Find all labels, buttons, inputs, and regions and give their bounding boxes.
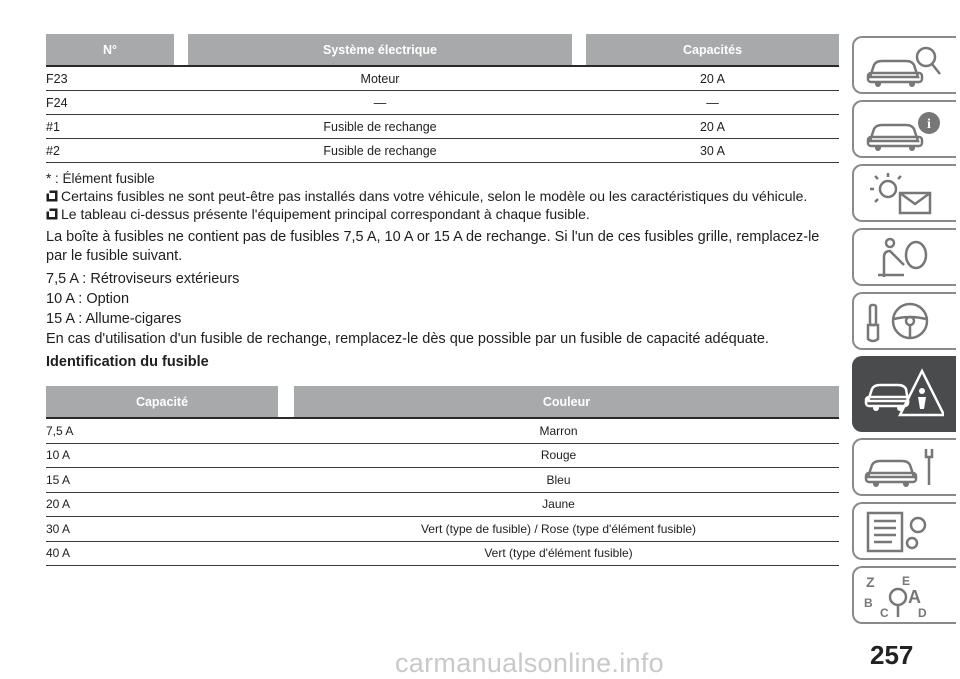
tab-specifications[interactable] <box>852 502 956 560</box>
paragraph: 10 A : Option <box>46 291 130 307</box>
tab-warning-lights[interactable] <box>852 164 956 222</box>
key-steering-wheel-icon <box>864 299 944 345</box>
note-text: Le tableau ci-dessus présente l'équipement principal correspondant à chaque fusible. <box>61 206 590 222</box>
table-row <box>46 139 839 163</box>
tab-index[interactable] <box>852 566 956 624</box>
tab-emergency[interactable] <box>852 356 956 432</box>
capacity-cell: 15 A <box>46 468 278 493</box>
svg-text:A: A <box>908 587 921 607</box>
fuse-system-cell: Moteur <box>174 66 586 91</box>
svg-text:D: D <box>918 606 927 619</box>
watermark: carmanualsonline.info <box>395 648 664 678</box>
car-info-icon <box>864 107 944 153</box>
col-header-system: Système électrique <box>188 34 572 66</box>
paragraph: 7,5 A : Rétroviseurs extérieurs <box>46 271 240 287</box>
capacity-cell: 20 A <box>46 492 278 517</box>
paragraph: En cas d'utilisation d'un fusible de rechange, remplacez-le dès que possible par un fusible de capacité adéquate. <box>46 331 769 347</box>
note-item <box>46 187 839 205</box>
tab-car-info[interactable] <box>852 100 956 158</box>
color-cell: Vert (type de fusible) / Rose (type d'élément fusible) <box>278 517 839 542</box>
book-note-icon <box>46 208 58 220</box>
warning-lights-mail-icon <box>864 171 944 217</box>
color-cell: Rouge <box>278 443 839 468</box>
car-breakdown-warning-icon <box>864 363 944 425</box>
table-row <box>46 418 839 443</box>
fuse-number-cell: #1 <box>46 115 174 139</box>
page-content <box>46 34 839 566</box>
car-maintenance-wrench-icon <box>864 445 944 491</box>
car-search-icon <box>864 43 944 89</box>
capacity-cell: 40 A <box>46 541 278 566</box>
section-heading: Identification du fusible <box>46 354 209 370</box>
capacity-cell: 7,5 A <box>46 418 278 443</box>
note-item <box>46 205 839 223</box>
svg-text:B: B <box>864 596 873 610</box>
svg-text:C: C <box>880 606 889 619</box>
col-header-color: Couleur <box>294 386 839 418</box>
capacity-cell: 30 A <box>46 517 278 542</box>
table-row <box>46 517 839 542</box>
color-cell: Jaune <box>278 492 839 517</box>
col-header-number: N° <box>46 34 174 66</box>
table-row <box>46 541 839 566</box>
col-header-capacity: Capacités <box>586 34 839 66</box>
color-cell: Marron <box>278 418 839 443</box>
specifications-gear-icon <box>864 509 944 555</box>
fuse-number-cell: F23 <box>46 66 174 91</box>
table-row <box>46 443 839 468</box>
table-row <box>46 115 839 139</box>
note-text: Certains fusibles ne sont peut-être pas installés dans votre véhicule, selon le modèle ou les caractéristiques du véhicule. <box>61 188 808 204</box>
book-note-icon <box>46 190 58 202</box>
svg-text:i: i <box>927 117 931 132</box>
fuse-system-cell: Fusible de rechange <box>174 115 586 139</box>
tab-starting-driving[interactable] <box>852 292 956 350</box>
table-row <box>46 492 839 517</box>
color-table <box>46 386 839 566</box>
fuse-capacity-cell: 30 A <box>586 139 839 163</box>
col-header-capacity: Capacité <box>46 386 278 418</box>
fuse-number-cell: F24 <box>46 91 174 115</box>
alphabetical-index-icon <box>864 573 944 619</box>
table-row <box>46 91 839 115</box>
color-cell: Vert (type d'élément fusible) <box>278 541 839 566</box>
tab-maintenance[interactable] <box>852 438 956 496</box>
fuse-capacity-cell: 20 A <box>586 115 839 139</box>
svg-text:E: E <box>902 574 911 588</box>
fuse-table <box>46 34 839 163</box>
tab-safety[interactable] <box>852 228 956 286</box>
page-number: 257 <box>870 640 914 670</box>
paragraph: La boîte à fusibles ne contient pas de fusibles 7,5 A, 10 A or 15 A de rechange. Si l'un de ces fusibles grille, remplacez-le par le fusible suivant. <box>46 229 820 264</box>
svg-text:Z: Z <box>866 574 875 590</box>
fuse-capacity-cell: 20 A <box>586 66 839 91</box>
table-row <box>46 468 839 493</box>
table-row <box>46 66 839 91</box>
fuse-system-cell: Fusible de rechange <box>174 139 586 163</box>
color-cell: Bleu <box>278 468 839 493</box>
airbag-seat-icon <box>864 235 944 281</box>
footnote: * : Élément fusible <box>46 171 155 186</box>
fuse-capacity-cell: — <box>586 91 839 115</box>
paragraph: 15 A : Allume-cigares <box>46 311 182 327</box>
fuse-number-cell: #2 <box>46 139 174 163</box>
tab-car-search[interactable] <box>852 36 956 94</box>
capacity-cell: 10 A <box>46 443 278 468</box>
fuse-system-cell: — <box>174 91 586 115</box>
